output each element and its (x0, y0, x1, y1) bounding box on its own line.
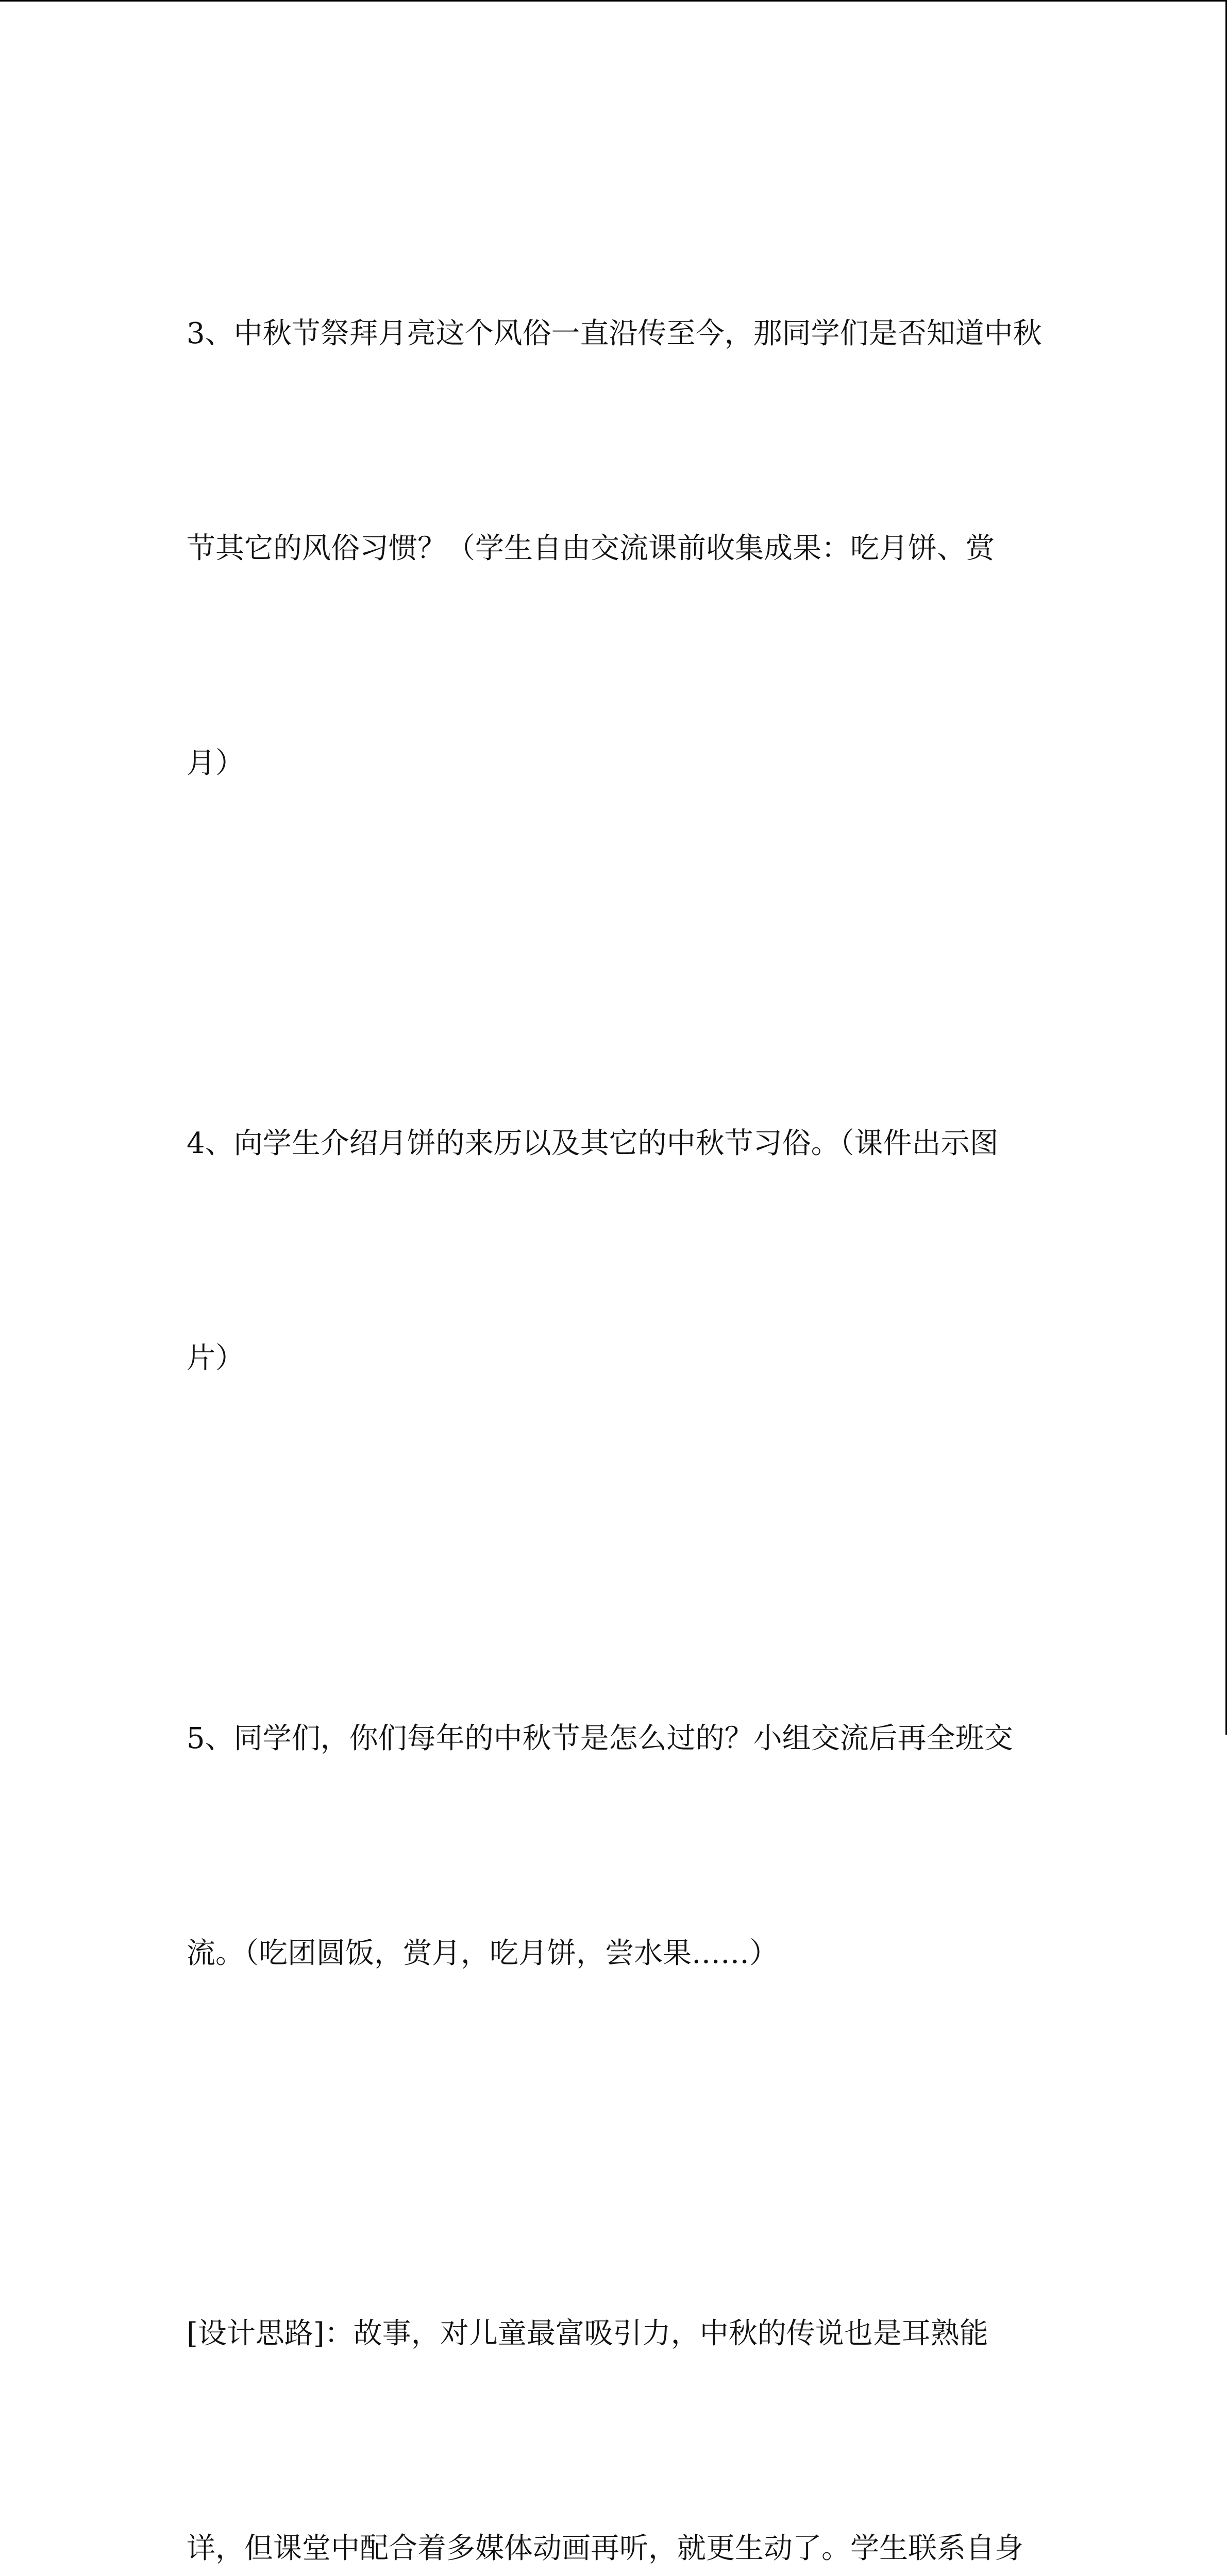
text-line: 月） (187, 747, 244, 780)
page-top-border (0, 0, 1227, 2)
text-line: 流。（吃团圆饭，赏月，吃月饼，尝水果……） (187, 1937, 778, 1970)
paragraph-step-4-mooncake-history (187, 964, 1042, 1537)
paragraph-step-5-class-discussion (187, 1560, 1042, 2132)
paragraph-design-rationale (187, 2155, 1042, 2576)
text-line: 5、同学们，你们每年的中秋节是怎么过的？小组交流后再全班交 (187, 1722, 1013, 1755)
text-line: [设计思路]：故事，对儿童最富吸引力，中秋的传说也是耳熟能 (187, 2317, 988, 2350)
paragraph-step-3-customs (187, 155, 1042, 942)
document-body (187, 155, 1042, 2576)
text-line: 片） (187, 1342, 244, 1375)
text-line: 3、中秋节祭拜月亮这个风俗一直沿传至今，那同学们是否知道中秋 (187, 317, 1042, 350)
text-line: 节其它的风俗习惯？（学生自由交流课前收集成果：吃月饼、赏 (187, 532, 995, 565)
text-line: 详，但课堂中配合着多媒体动画再听，就更生动了。学生联系自身 (187, 2532, 1023, 2565)
text-line: 4、向学生介绍月饼的来历以及其它的中秋节习俗。（课件出示图 (187, 1127, 999, 1160)
